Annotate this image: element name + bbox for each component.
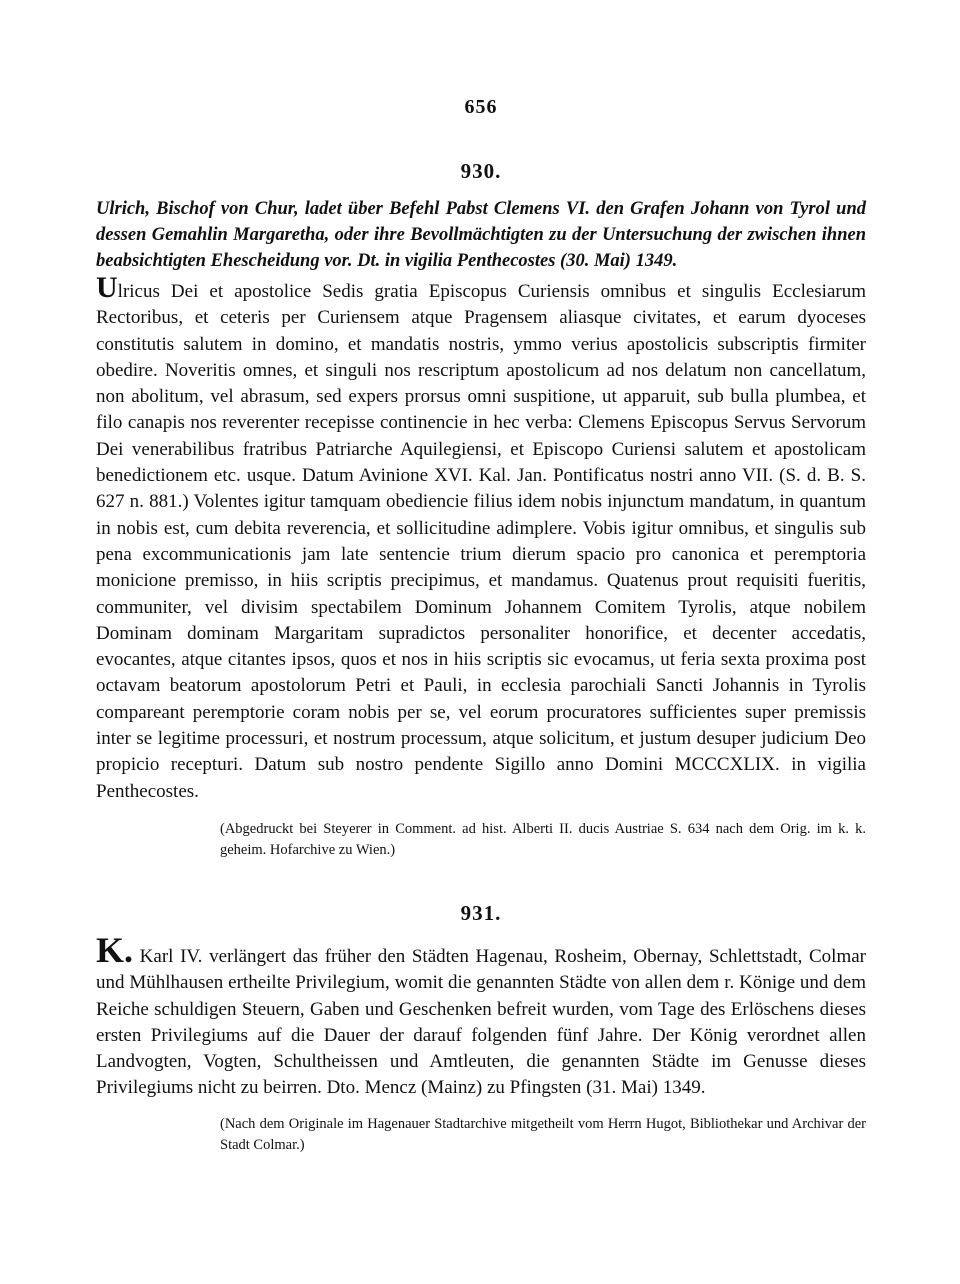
source-note: (Nach dem Originale im Hagenauer Stadtarchive mitgetheilt vom Herrn Hugot, Bibliothekar und Archivar der Stadt Colmar.)	[220, 1115, 866, 1153]
page-number: 656	[464, 96, 498, 118]
entry-930	[96, 159, 866, 861]
drop-initial: U	[96, 271, 118, 304]
entry-body-text: lricus Dei et apostolice Sedis gratia Episcopus Curiensis omnibus et singulis Ecclesiarum Rectoribus, et ceteris per Curiensem atque Pragensem aliasque civitates, et earum dyoceses constitutis salutem in domino, et mandatis nostris, ymmo verius apostolicis subscriptis firmiter obedire. Noveritis omnes, et singuli nos rescriptum apostolicum ad nos delatum non cancellatum, non abolitum, vel abrasum, sed expers prorsus omni suspitione, ut apparuit, sub bulla plumbea, et filo canapis nos reverenter recepisse continencie in hec verba: Clemens Episcopus Servus Servorum Dei venerabilibus fratribus Patriarche Aquilegiensi, et Episcopo Curiensi salutem et apostolicam benedictionem etc. usque. Datum Avinione XVI. Kal. Jan. Pontificatus nostri anno VII. (S. d. B. S. 627 n. 881.) Volentes igitur tamquam obediencie filius idem nobis injunctum mandatum, in quantum in nobis est, cum debita reverencia, et sollicitudine adimplere. Vobis igitur omnibus, et singulis sub pena excommunicationis jam late sentencie trium dierum spacio pro canonica et peremptoria monicione premisso, in hiis scriptis precipimus, et mandamus. Quatenus prout requisiti fueritis, communiter, vel divisim spectabilem Dominum Johannem Comitem Tyrolis, atque nobilem Dominam dominam Margaritam supradictos personaliter honorifice, et decenter accedatis, evocantes, atque citantes ipsos, quos et nos in hiis scriptis sic evocamus, ut feria sexta proxima post octavam beatorum apostolorum Petri et Pauli, in ecclesia parochiali Sancti Johannis in Tyrolis compareant peremptorie coram nobis per se, vel eorum procuratores sufficientes super premissis inter se legitime processuri, et nostrum processum, atque solicitum, et justum desuper judicium Deo propicio recepturi. Datum sub nostro pendente Sigillo anno Domini MCCCXLIX. in vigilia Penthecostes.	[96, 281, 866, 802]
source-note: (Abgedruckt bei Steyerer in Comment. ad hist. Alberti II. ducis Austriae S. 634 nach dem Orig. im k. k. geheim. Hofarchive zu Wien.)	[220, 820, 866, 858]
entry-body	[96, 271, 866, 805]
document-page	[96, 96, 866, 1156]
entry-number: 931.	[460, 900, 502, 925]
entry-931	[96, 901, 866, 1156]
entry-body	[96, 929, 866, 1102]
entry-number: 930.	[460, 159, 502, 183]
entry-regest: Ulrich, Bischof von Chur, ladet über Befehl Pabst Clemens VI. den Grafen Johann von Tyrol und dessen Gemahlin Margaretha, oder ihre Bevollmächtigten zu der Untersuchung der zwischen ihnen beabsichtigten Ehescheidung vor. Dt. in vigilia Penthecostes (30. Mai) 1349.	[96, 199, 866, 271]
entry-body-text: Karl IV. verlängert das früher den Städten Hagenau, Rosheim, Obernay, Schlettstadt, Colmar und Mühlhausen ertheilte Privilegium, womit die genannten Städte von allen dem r. Könige und dem Reiche schuldigen Steuern, Gaben und Geschenken befreit wurden, vom Tage des Erlöschens dieses ersten Privilegiums auf die Dauer der darauf folgenden fünf Jahre. Der König verordnet allen Landvogten, Vogten, Schultheissen und Amtleuten, die genannten Städte im Genusse dieses Privilegiums nicht zu beirren. Dto. Mencz (Mainz) zu Pfingsten (31. Mai) 1349.	[96, 945, 866, 1099]
drop-initial: K.	[96, 929, 134, 970]
